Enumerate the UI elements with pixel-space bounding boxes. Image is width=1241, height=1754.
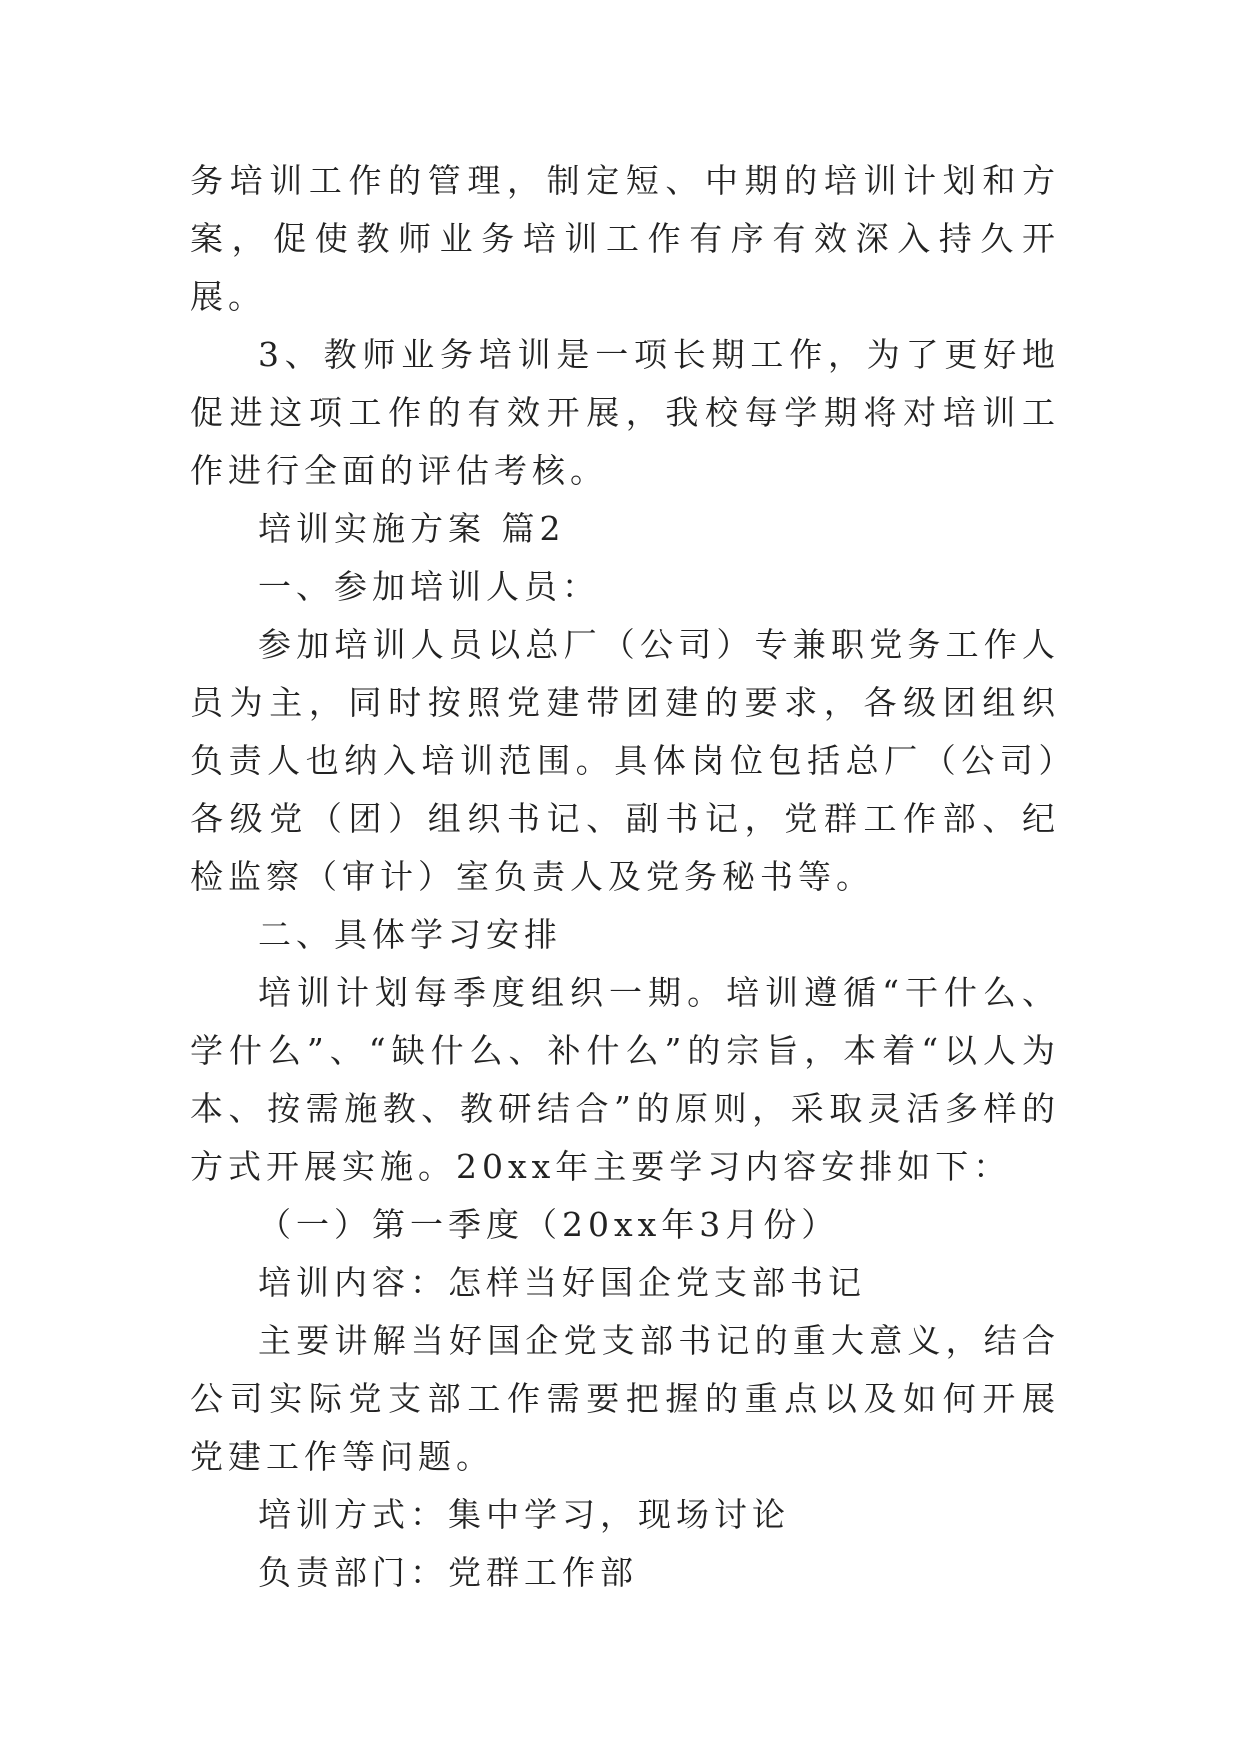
paragraph-participants: 参加培训人员以总厂（公司）专兼职党务工作人员为主，同时按照党建带团建的要求，各级团组织负责人也纳入培训范围。具体岗位包括总厂（公司）各级党（团）组织书记、副书记，党群工作部、纪检监察（审计）室负责人及党务秘书等。 (190, 625, 1060, 896)
training-content: 培训内容：怎样当好国企党支部书记 (258, 1263, 866, 1302)
section-title: 培训实施方案 篇2 (258, 509, 566, 548)
heading-first-quarter: （一）第一季度（20xx年3月份） (258, 1205, 840, 1244)
document-body (190, 152, 1060, 1602)
paragraph-schedule: 培训计划每季度组织一期。培训遵循“干什么、学什么”、“缺什么、补什么”的宗旨，本着“以人为本、按需施教、教研结合”的原则，采取灵活多样的方式开展实施。20xx年主要学习内容安排如下： (190, 973, 1060, 1186)
heading-schedule: 二、具体学习安排 (258, 915, 562, 954)
responsible-department: 负责部门：党群工作部 (258, 1553, 638, 1592)
paragraph-continuation: 务培训工作的管理，制定短、中期的培训计划和方案，促使教师业务培训工作有序有效深入持久开展。 (190, 161, 1060, 316)
paragraph-content-detail: 主要讲解当好国企党支部书记的重大意义，结合公司实际党支部工作需要把握的重点以及如何开展党建工作等问题。 (190, 1321, 1060, 1476)
paragraph-item-3: 3、教师业务培训是一项长期工作，为了更好地促进这项工作的有效开展，我校每学期将对培训工作进行全面的评估考核。 (190, 335, 1060, 490)
heading-participants: 一、参加培训人员： (258, 567, 600, 606)
training-method: 培训方式：集中学习，现场讨论 (258, 1495, 790, 1534)
